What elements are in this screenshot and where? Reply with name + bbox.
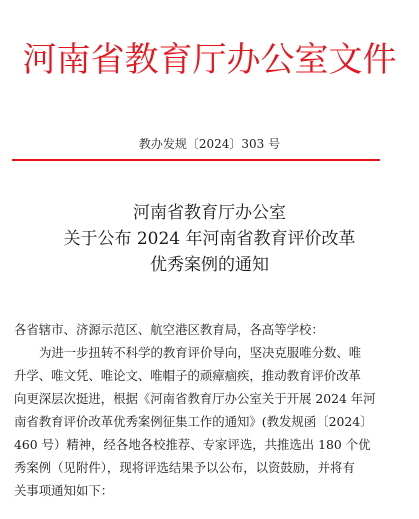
paragraph-line: 关事项通知如下：: [14, 483, 114, 498]
paragraph-line: 南省教育评价改革优秀案例征集工作的通知》(教发规函〔2024〕: [14, 414, 373, 429]
title-line-2: 关于公布 2024 年河南省教育评价改革: [63, 229, 356, 249]
paragraph-line: 向更深层次挺进，根据《河南省教育厅办公室关于开展 2024 年河: [14, 391, 376, 406]
salutation: 各省辖市、济源示范区、航空港区教育局，各高等学校：: [14, 322, 324, 337]
title-line-3: 优秀案例的通知: [150, 255, 269, 275]
document-body: [14, 318, 406, 502]
paragraph-line: 460 号）精神，经各地各校推荐、专家评选，共推选出 180 个优: [14, 437, 371, 452]
title-line-1: 河南省教育厅办公室: [133, 203, 286, 223]
paragraph-line: 升学、唯文凭、唯论文、唯帽子的顽瘴痼疾，推动教育评价改革: [14, 368, 361, 383]
document-number: 教办发规〔2024〕303 号: [138, 137, 281, 151]
paragraph-line: 为进一步扭转不科学的教育评价导向，坚决克服唯分数、唯: [39, 345, 362, 360]
red-divider-line: [12, 159, 380, 161]
red-header-title: 河南省教育厅办公室文件: [22, 40, 397, 80]
paragraph-line: 秀案例（见附件），现将评选结果予以公布，以资鼓励，并将有: [14, 460, 355, 475]
document-title: [0, 200, 419, 278]
